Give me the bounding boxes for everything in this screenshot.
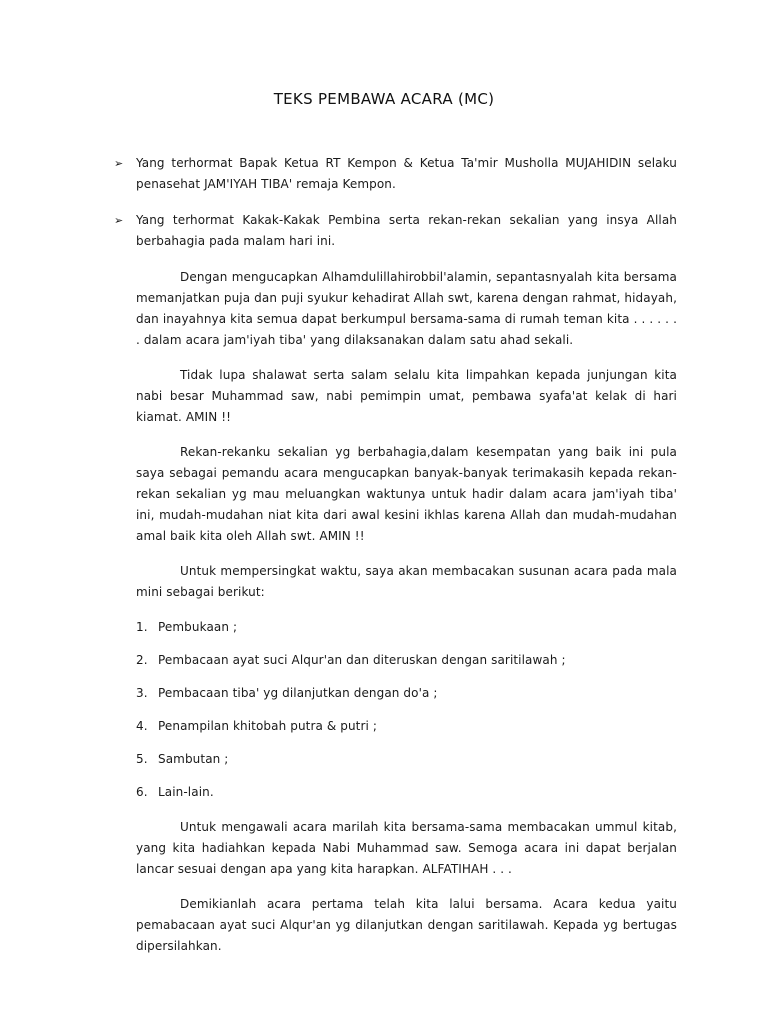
agenda-item xyxy=(136,782,677,803)
agenda-number: 3. xyxy=(136,686,148,700)
agenda-number: 6. xyxy=(136,785,148,799)
arrow-bullet-icon: ➢ xyxy=(114,214,124,227)
agenda-list xyxy=(136,617,677,803)
document-body xyxy=(114,153,677,971)
agenda-text: Pembacaan ayat suci Alqur'an dan diteruskan dengan saritilawah ; xyxy=(158,653,566,667)
agenda-text: Penampilan khitobah putra & putri ; xyxy=(158,719,377,733)
agenda-number: 4. xyxy=(136,719,148,733)
paragraph: Untuk mempersingkat waktu, saya akan membacakan susunan acara pada mala mini sebagai berikut: xyxy=(136,564,677,599)
agenda-text: Lain-lain. xyxy=(158,785,214,799)
bullet-text: Yang terhormat Kakak-Kakak Pembina serta rekan-rekan sekalian yang insya Allah berbahagia pada malam hari ini. xyxy=(136,213,677,248)
agenda-item xyxy=(136,716,677,737)
bullet-item xyxy=(114,153,677,195)
agenda-text: Sambutan ; xyxy=(158,752,229,766)
bullet-item xyxy=(114,210,677,252)
agenda-item xyxy=(136,617,677,638)
paragraph: Demikianlah acara pertama telah kita lalui bersama. Acara kedua yaitu pemabacaan ayat suci Alqur'an yg dilanjutkan dengan saritilawah. Kepada yg bertugas dipersilahkan. xyxy=(136,897,677,953)
agenda-number: 1. xyxy=(136,620,148,634)
agenda-item xyxy=(136,683,677,704)
agenda-number: 2. xyxy=(136,653,148,667)
paragraph: Untuk mengawali acara marilah kita bersama-sama membacakan ummul kitab, yang kita hadiahkan kepada Nabi Muhammad saw. Semoga acara ini dapat berjalan lancar sesuai dengan apa yang kita harapkan. ALFATIHAH . . . xyxy=(136,820,677,876)
agenda-text: Pembacaan tiba' yg dilanjutkan dengan do'a ; xyxy=(158,686,438,700)
agenda-number: 5. xyxy=(136,752,148,766)
agenda-text: Pembukaan ; xyxy=(158,620,238,634)
paragraph: Rekan-rekanku sekalian yg berbahagia,dalam kesempatan yang baik ini pula saya sebagai pemandu acara mengucapkan banyak-banyak terimakasih kepada rekan-rekan sekalian yg mau meluangkan waktunya untuk hadir dalam acara jam'iyah tiba' ini, mudah-mudahan niat kita dari awal kesini ikhlas karena Allah dan mudah-mudahan amal baik kita oleh Allah swt. AMIN !! xyxy=(136,445,677,543)
agenda-item xyxy=(136,749,677,770)
paragraph: Tidak lupa shalawat serta salam selalu kita limpahkan kepada junjungan kita nabi besar Muhammad saw, nabi pemimpin umat, pembawa syafa'at kelak di hari kiamat. AMIN !! xyxy=(136,368,677,424)
paragraph: Dengan mengucapkan Alhamdulillahirobbil'alamin, sepantasnyalah kita bersama memanjatkan puja dan puji syukur kehadirat Allah swt, karena dengan rahmat, hidayah, dan inayahnya kita semua dapat berkumpul bersama-sama di rumah teman kita . . . . . . . dalam acara jam'iyah tiba' yang dilaksanakan dalam satu ahad sekali. xyxy=(136,270,677,347)
arrow-bullet-icon: ➢ xyxy=(114,157,124,170)
document-title: TEKS PEMBAWA ACARA (MC) xyxy=(273,90,495,108)
bullet-text: Yang terhormat Bapak Ketua RT Kempon & Ketua Ta'mir Musholla MUJAHIDIN selaku penasehat JAM'IYAH TIBA' remaja Kempon. xyxy=(136,156,677,191)
agenda-item xyxy=(136,650,677,671)
